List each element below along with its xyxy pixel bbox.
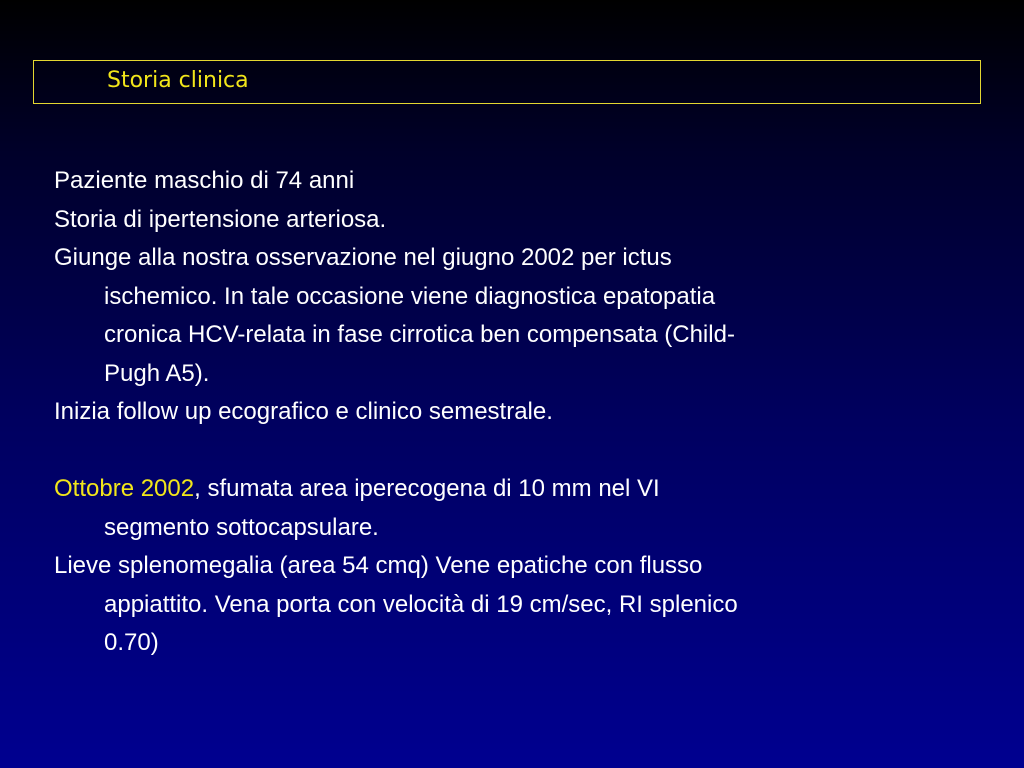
paragraph-line: Paziente maschio di 74 anni [54, 167, 355, 194]
paragraph-line: , sfumata area iperecogena di 10 mm nel VI [194, 475, 660, 502]
paragraph-follow-up [54, 393, 954, 432]
slide-body [54, 162, 954, 663]
title-box [33, 60, 981, 104]
paragraph-line-continued: segmento sottocapsulare. [104, 513, 379, 541]
paragraph-line: Lieve splenomegalia (area 54 cmq) Vene epatiche con flusso [54, 552, 703, 579]
paragraph-line-continued: Pugh A5). [104, 359, 210, 387]
paragraph-history [54, 201, 954, 240]
paragraph-line-continued: appiattito. Vena porta con velocità di 19 cm/sec, RI splenico [104, 590, 738, 618]
paragraph-splenomegaly [54, 547, 954, 663]
paragraph-patient [54, 162, 954, 201]
paragraph-admission [54, 239, 954, 393]
paragraph-line: Inizia follow up ecografico e clinico semestrale. [54, 398, 553, 425]
slide-title: Storia clinica [107, 68, 249, 93]
date-highlight: Ottobre 2002 [54, 475, 195, 502]
paragraph-line-continued: cronica HCV-relata in fase cirrotica ben compensata (Child- [104, 321, 735, 348]
paragraph-line-continued: 0.70) [104, 629, 159, 656]
paragraph-line: Storia di ipertensione arteriosa. [54, 205, 387, 233]
paragraph-line-continued: ischemico. In tale occasione viene diagnostica epatopatia [104, 282, 716, 310]
paragraph-spacer [54, 432, 954, 471]
paragraph-october [54, 470, 954, 547]
paragraph-line: Giunge alla nostra osservazione nel giugno 2002 per ictus [54, 244, 672, 271]
